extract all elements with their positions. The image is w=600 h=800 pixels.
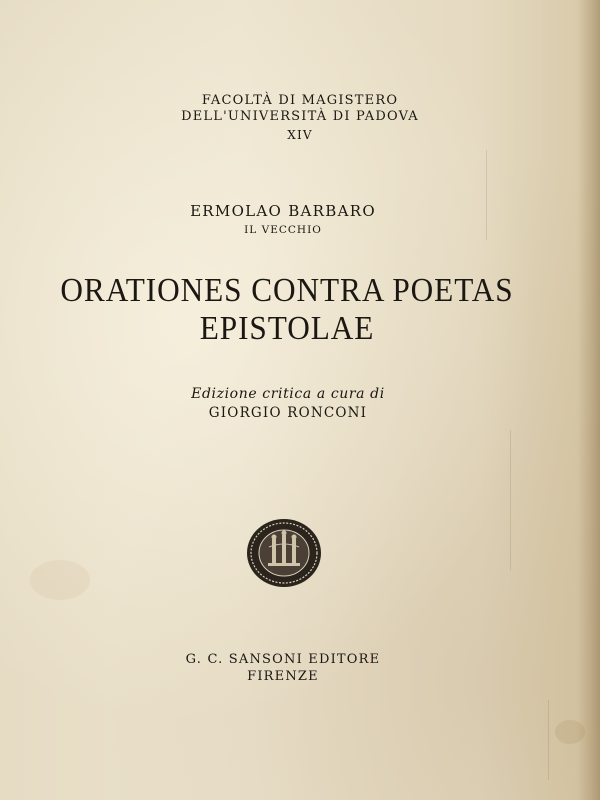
author-name: ERMOLAO BARBARO [190, 202, 376, 220]
paper-stain [30, 560, 90, 600]
editor-role: Edizione critica a cura di [191, 386, 385, 402]
publisher-city: FIRENZE [247, 669, 319, 684]
editor-name: GIORGIO RONCONI [208, 405, 368, 421]
title-line-2: EPISTOLAE [199, 310, 375, 347]
series-number: XIV [287, 128, 313, 142]
title-line-1: ORATIONES CONTRA POETAS [60, 272, 514, 309]
editor-block [0, 385, 576, 421]
publisher-block [0, 651, 566, 685]
author-block [0, 201, 566, 236]
author-epithet: IL VECCHIO [244, 224, 322, 236]
paper-crease [548, 700, 549, 780]
university-name: DELL'UNIVERSITÀ DI PADOVA [181, 109, 419, 124]
book-title [23, 272, 551, 348]
university-seal-icon [245, 517, 323, 589]
paper-crease [510, 430, 511, 570]
publisher-name: G. C. SANSONI EDITORE [185, 652, 381, 667]
faculty-name: FACOLTÀ DI MAGISTERO [201, 93, 399, 108]
series-heading [0, 93, 600, 143]
paper-stain [555, 720, 585, 744]
